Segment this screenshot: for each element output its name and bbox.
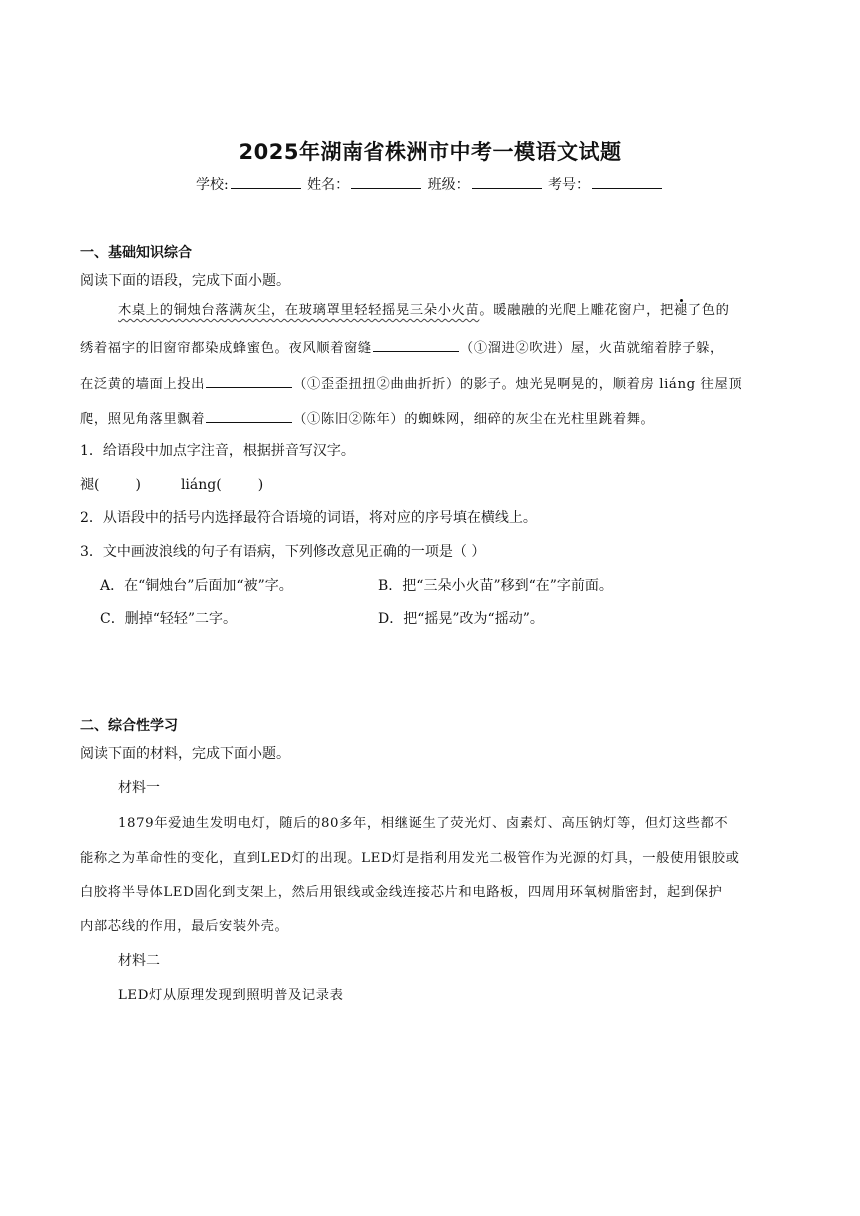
answer-blank-1[interactable] <box>373 337 459 352</box>
passage-text: 绣着福字的旧窗帘都染成蜂蜜色。夜风顺着窗缝 <box>80 341 372 356</box>
question-3: 3．文中画波浪线的句子有语病，下列修改意见正确的一项是（ ） <box>80 544 486 560</box>
material1-line-4: 内部芯线的作用，最后安装外壳。 <box>80 919 289 934</box>
material1-line-2: 能称之为革命性的变化，直到LED灯的出现。LED灯是指利用发光二极管作为光源的灯具，一般使用银胶或 <box>80 851 740 866</box>
passage-line-4 <box>80 408 654 427</box>
section2-intro: 阅读下面的材料，完成下面小题。 <box>80 746 290 762</box>
pinyin-blank-label: liáng( <box>180 477 222 493</box>
paren-close: ) <box>257 477 264 493</box>
passage-text: 爬，照见角落里飘着 <box>80 412 206 427</box>
section1-intro: 阅读下面的语段，完成下面小题。 <box>80 273 290 289</box>
page-title: 2025年湖南省株洲市中考一模语文试题 <box>238 140 622 164</box>
passage-text: 。暖融融的光爬上雕花窗户，把 <box>479 303 674 318</box>
answer-blank-3[interactable] <box>206 408 292 423</box>
material1-line-1: 1879年爱迪生发明电灯，随后的80多年，相继诞生了荧光灯、卤素灯、高压钠灯等，但灯这些都不 <box>118 816 729 831</box>
school-blank[interactable] <box>231 175 301 189</box>
option-c[interactable]: C．删掉“轻轻”二字。 <box>100 611 238 627</box>
material1-label: 材料一 <box>118 780 160 796</box>
option-d[interactable]: D．把“摇晃”改为“摇动”。 <box>378 611 544 627</box>
option-a[interactable]: A．在“铜烛台”后面加“被”字。 <box>100 578 293 594</box>
option-b[interactable]: B．把“三朵小火苗”移到“在”字前面。 <box>378 578 613 594</box>
exam-number-label: 考号： <box>548 177 591 193</box>
exam-number-blank[interactable] <box>592 175 662 189</box>
student-info-line <box>0 174 860 194</box>
passage-text: （①歪歪扭扭②曲曲折折）的影子。烛光晃啊晃的，顺着房 liáng 往屋顶 <box>293 377 743 392</box>
question-1: 1．给语段中加点字注音，根据拼音写汉字。 <box>80 443 355 459</box>
char-blank-label: 褪( <box>80 477 100 493</box>
wavy-sentence: 木桌上的铜烛台落满灰尘，在玻璃罩里轻轻摇晃三朵小火苗 <box>118 303 480 318</box>
passage-text: （①陈旧②陈年）的蜘蛛网，细碎的灰尘在光柱里跳着舞。 <box>293 412 655 427</box>
section2-heading: 二、综合性学习 <box>80 718 178 734</box>
material1-line-3: 白胶将半导体LED固化到支架上，然后用银线或金线连接芯片和电路板，四周用环氧树脂密封，起到保护 <box>80 885 723 900</box>
passage-text: 了色的 <box>687 303 730 318</box>
school-label: 学校: <box>195 177 229 193</box>
dotted-char: 褪 <box>673 303 688 318</box>
passage-text: （①溜进②吹进）屋，火苗就缩着脖子躲， <box>459 341 724 356</box>
passage-line-1 <box>118 299 730 318</box>
class-label: 班级： <box>427 177 470 193</box>
name-blank[interactable] <box>351 175 421 189</box>
passage-text: 在泛黄的墙面上投出 <box>80 377 206 392</box>
section1-heading: 一、基础知识综合 <box>80 245 192 261</box>
answer-blank-2[interactable] <box>206 373 292 388</box>
paren-close: ) <box>135 477 141 493</box>
question-2: 2．从语段中的括号内选择最符合语境的词语，将对应的序号填在横线上。 <box>80 510 537 526</box>
material2-label: 材料二 <box>118 953 160 969</box>
material2-caption: LED灯从原理发现到照明普及记录表 <box>118 988 344 1003</box>
class-blank[interactable] <box>472 175 542 189</box>
passage-line-3 <box>80 373 742 392</box>
name-label: 姓名： <box>307 177 350 193</box>
passage-line-2 <box>80 337 724 356</box>
question-1-answer-line <box>80 474 263 494</box>
